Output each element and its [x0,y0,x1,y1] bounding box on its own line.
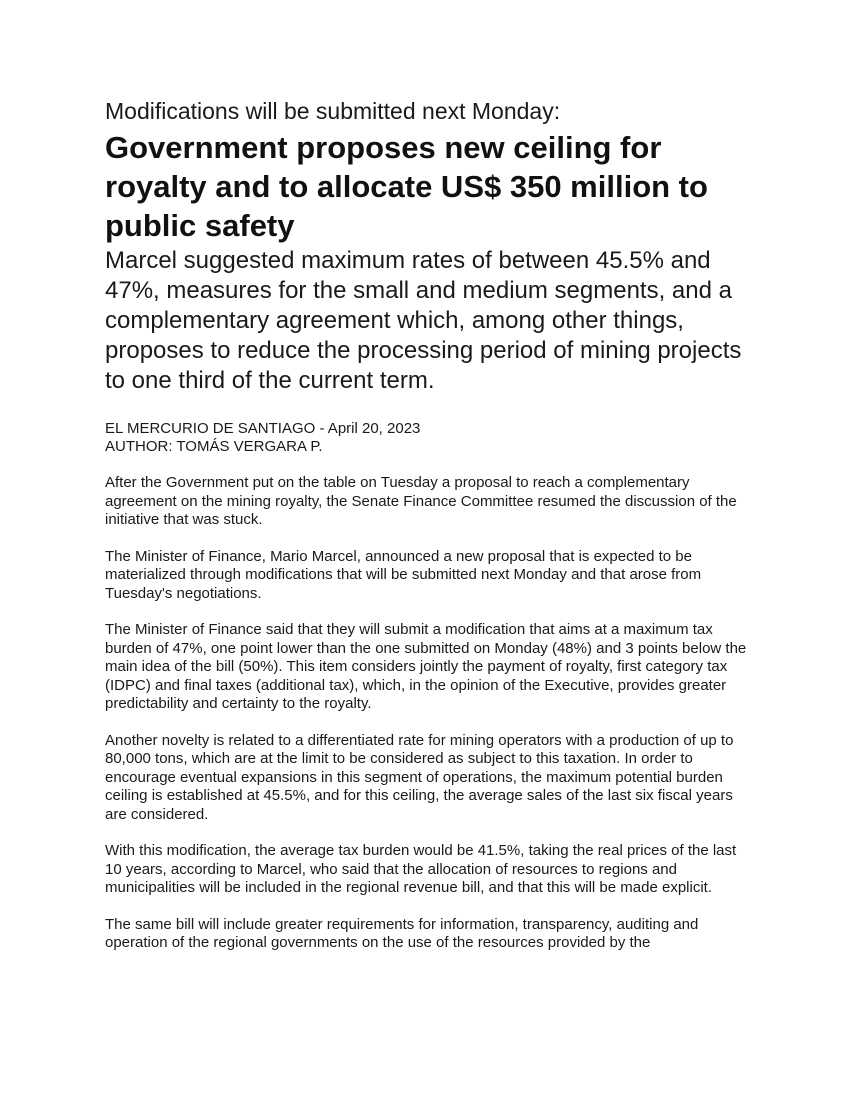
article-meta [105,420,750,456]
article-subheadline: Marcel suggested maximum rates of between 45.5% and 47%, measures for the small and medium segments, and a complementary agreement which, among other things, proposes to reduce the processing period of mining projects to one third of the current term. [105,247,742,394]
body-paragraph: The same bill will include greater requirements for information, transparency, auditing and operation of the regional governments on the use of the resources provided by the [105,915,699,951]
article [105,96,750,971]
author-line: AUTHOR: TOMÁS VERGARA P. [105,438,323,455]
body-paragraph: After the Government put on the table on Tuesday a proposal to reach a complementary agreement on the mining royalty, the Senate Finance Committee resumed the discussion of the initiative that was stuck. [105,474,737,528]
body-paragraph: The Minister of Finance said that they will submit a modification that aims at a maximum tax burden of 47%, one point lower than the one submitted on Monday (48%) and 3 points below the main idea of the bill (50%). This item considers jointly the payment of royalty, first category tax (IDPC) and final taxes (additional tax), which, in the opinion of the Executive, provides greater predictability and certainty to the royalty. [105,621,747,712]
body-paragraph: With this modification, the average tax burden would be 41.5%, taking the real prices of the last 10 years, according to Marcel, who said that the allocation of resources to regions and municipalities will be included in the regional revenue bill, and that this will be made explicit. [105,842,737,896]
body-paragraph: The Minister of Finance, Mario Marcel, announced a new proposal that is expected to be materialized through modifications that will be submitted next Monday and that arose from Tuesday's negotiations. [105,547,702,602]
article-headline: Government proposes new ceiling for royalty and to allocate US$ 350 million to public safety [105,130,708,243]
source-line: EL MERCURIO DE SANTIAGO - April 20, 2023 [105,420,421,437]
body-paragraph: Another novelty is related to a differentiated rate for mining operators with a production of up to 80,000 tons, which are at the limit to be considered as subject to this taxation. In order to encourage eventual expansions in this segment of operations, the maximum potential burden ceiling is established at 45.5%, and for this ceiling, the average sales of the last six fiscal years are considered. [105,731,734,823]
article-kicker: Modifications will be submitted next Monday: [105,98,561,124]
article-body [105,474,750,953]
